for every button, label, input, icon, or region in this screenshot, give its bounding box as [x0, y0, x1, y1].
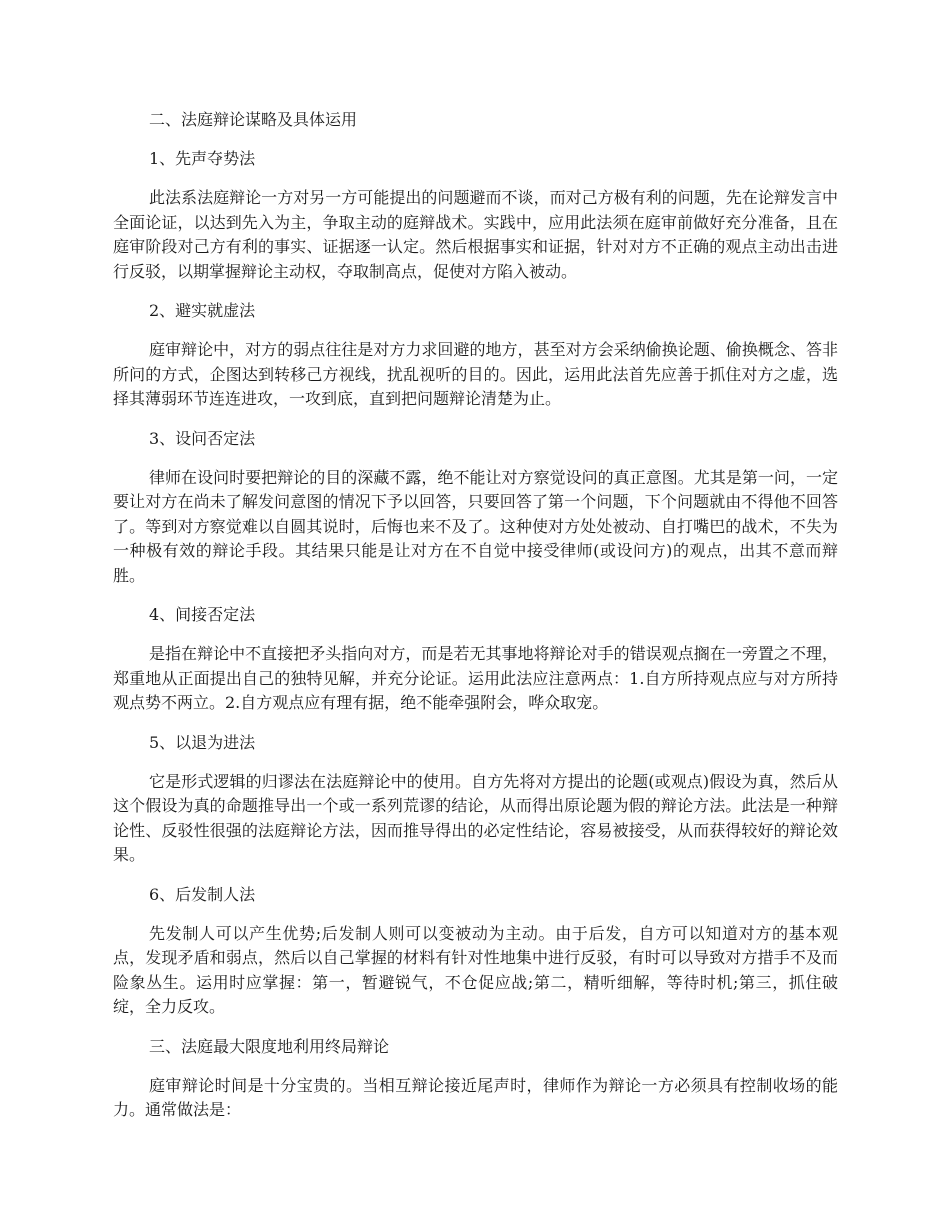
subheading-1: 1、先声夺势法: [149, 149, 256, 168]
paragraph-3: 律师在设问时要把辩论的目的深藏不露，绝不能让对方察觉设问的真正意图。尤其是第一问，一定要让对方在尚未了解发问意图的情况下予以回答，只要回答了第一个问题，下个问题就由不得他不回答了。等到对方察觉难以自圆其说时，后悔也来不及了。这种使对方处处被动、自打嘴巴的战术，不失为一种极有效的辩论手段。其结果只能是让对方在不自觉中接受律师(或设问方)的观点，出其不意而辩胜。: [113, 467, 838, 585]
paragraph-4: 是指在辩论中不直接把矛头指向对方，而是若无其事地将辩论对手的错误观点搁在一旁置之不理，郑重地从正面提出自己的独特见解，并充分论证。运用此法应注意两点：1.自方所持观点应与对方所持观点势不两立。2.自方观点应有理有据，绝不能牵强附会，哗众取宠。: [113, 644, 838, 712]
paragraph-2: 庭审辩论中，对方的弱点往往是对方力求回避的地方，甚至对方会采纳偷换论题、偷换概念、答非所问的方式，企图达到转移己方视线，扰乱视听的目的。因此，运用此法首先应善于抓住对方之虚，选择其薄弱环节连连进攻，一攻到底，直到把问题辩论清楚为止。: [113, 340, 838, 408]
subheading-5: 5、以退为进法: [149, 732, 256, 752]
subheading-3: 3、设问否定法: [149, 428, 256, 448]
subheading-4: 4、间接否定法: [149, 605, 256, 624]
paragraph-5: 它是形式逻辑的归谬法在法庭辩论中的使用。自方先将对方提出的论题(或观点)假设为真，然后从这个假设为真的命题推导出一个或一系列荒谬的结论，从而得出原论题为假的辩论方法。此法是一种辩论性、反驳性很强的法庭辩论方法，因而推导得出的必定性结论，容易被接受，从而获得较好的辩论效果。: [113, 771, 838, 864]
section-heading-3: 三、法庭最大限度地利用终局辩论: [149, 1036, 390, 1056]
subheading-6: 6、后发制人法: [149, 884, 256, 904]
paragraph-1: 此法系法庭辩论一方对另一方可能提出的问题避而不谈，而对己方极有利的问题，先在论辩发言中全面论证，以达到先入为主，争取主动的庭辩战术。实践中，应用此法须在庭审前做好充分准备，且在庭审阶段对己方有利的事实、证据逐一认定。然后根据事实和证据，针对对方不正确的观点主动出击进行反驳，以期掌握辩论主动权，夺取制高点，促使对方陷入被动。: [113, 188, 838, 281]
section-heading-2: 二、法庭辩论谋略及具体运用: [149, 110, 358, 129]
paragraph-6: 先发制人可以产生优势;后发制人则可以变被动为主动。由于后发，自方可以知道对方的基本观点，发现矛盾和弱点，然后以自己掌握的材料有针对性地集中进行反驳，有时可以导致对方措手不及而险象丛生。运用时应掌握：第一，暂避锐气，不仓促应战;第二，精听细解，等待时机;第三，抓住破绽，全力反攻。: [113, 923, 838, 1016]
subheading-2: 2、避实就虚法: [149, 301, 256, 320]
paragraph-7: 庭审辩论时间是十分宝贵的。当相互辩论接近尾声时，律师作为辩论一方必须具有控制收场的能力。通常做法是：: [113, 1075, 838, 1119]
document-page: [113, 108, 838, 1138]
